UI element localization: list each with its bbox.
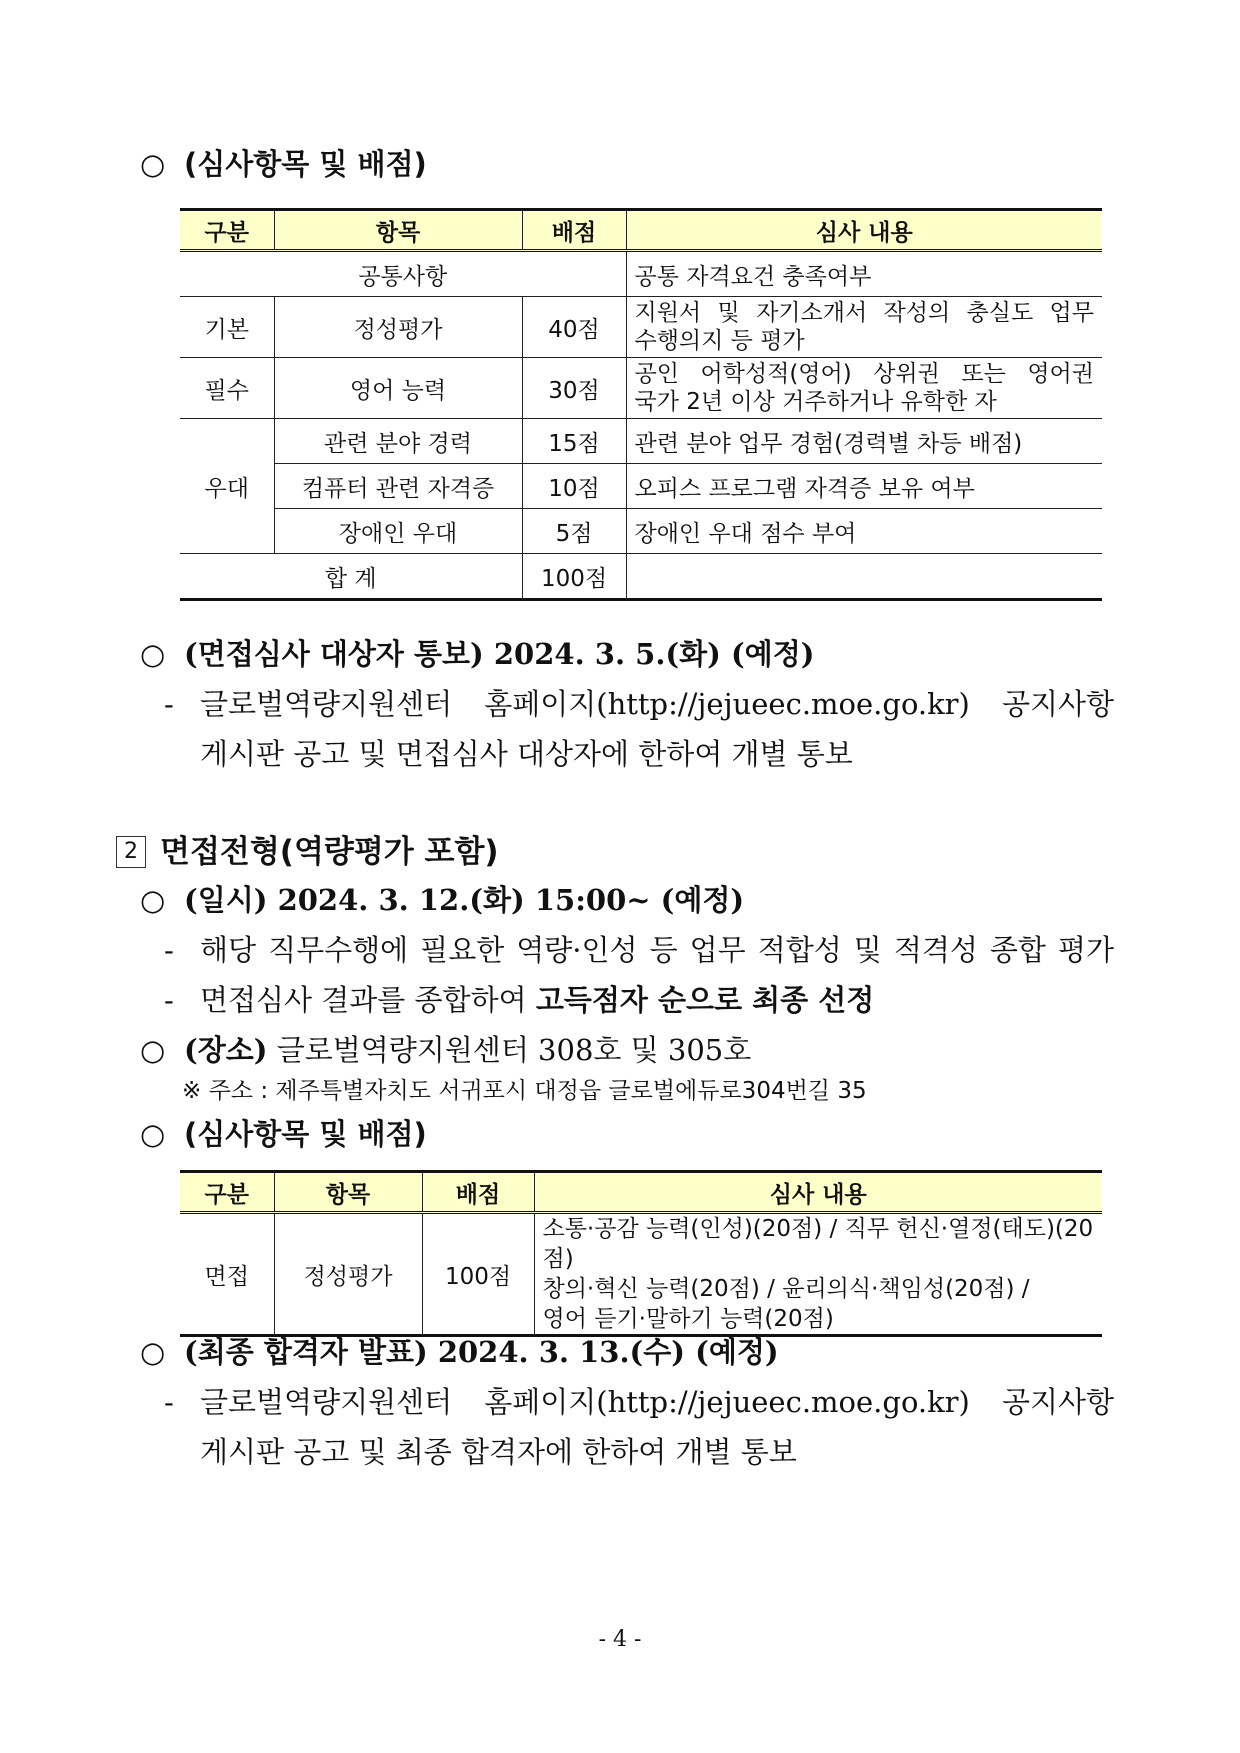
table-row <box>180 419 1102 464</box>
interview-content: 소통·공감 능력(인성)(20점) / 직무 헌신·열정(태도)(20점) 창의·혁신 능력(20점) / 윤리의식·책임성(20점) / 영어 듣기·말하기 능력(20점) <box>534 1213 1102 1336</box>
item-career: 관련 분야 경력 <box>274 419 522 464</box>
item-english: 영어 능력 <box>274 358 522 419</box>
pref-group-label: 우대 <box>180 419 274 554</box>
content-english: 공인 어학성적(영어) 상위권 또는 영어권 국가 2년 이상 거주하거나 유학한 자 <box>626 358 1102 419</box>
interview-date: ○ (일시) 2024. 3. 12.(화) 15:00~ (예정) <box>140 883 745 917</box>
notice-line-2: 게시판 공고 및 면접심사 대상자에 한하여 개별 통보 <box>200 737 853 771</box>
table-row <box>180 297 1102 358</box>
content-personality: 지원서 및 자기소개서 작성의 충실도 업무 수행의지 등 평가 <box>626 297 1102 358</box>
table-header-row <box>180 1172 1102 1213</box>
table-row <box>180 358 1102 419</box>
table-row <box>180 1213 1102 1336</box>
criteria-table-1 <box>180 208 1102 601</box>
score-disabled: 5점 <box>522 509 626 554</box>
table-row <box>180 509 1102 554</box>
item-disabled: 장애인 우대 <box>274 509 522 554</box>
table-row <box>180 554 1102 600</box>
header-category: 구분 <box>180 1172 274 1213</box>
bullet-circle: ○ <box>140 147 166 181</box>
header-content: 심사 내용 <box>534 1172 1102 1213</box>
table-header-row <box>180 210 1102 251</box>
table-row <box>180 464 1102 509</box>
header-item: 항목 <box>274 1172 422 1213</box>
total-content <box>626 554 1102 600</box>
criteria-table-2 <box>180 1170 1102 1337</box>
total-label: 합 계 <box>180 554 522 600</box>
header-score: 배점 <box>522 210 626 251</box>
section-number-box: 2 <box>116 836 146 868</box>
page-number: - 4 - <box>598 1627 642 1652</box>
interview-bullet-1: - 해당 직무수행에 필요한 역량·인성 등 업무 적합성 및 적격성 종합 평가 <box>164 933 1114 967</box>
final-line-2: 게시판 공고 및 최종 합격자에 한하여 개별 통보 <box>200 1435 797 1469</box>
content-career: 관련 분야 업무 경험(경력별 차등 배점) <box>626 419 1102 464</box>
final-heading: ○ (최종 합격자 발표) 2024. 3. 13.(수) (예정) <box>140 1335 779 1369</box>
common-label: 공통사항 <box>180 251 626 297</box>
score-computer: 10점 <box>522 464 626 509</box>
score-career: 15점 <box>522 419 626 464</box>
header-score: 배점 <box>422 1172 534 1213</box>
item-personality: 정성평가 <box>274 297 522 358</box>
notice-line-1: - 글로벌역량지원센터 홈페이지(http://jejueec.moe.go.kr) 공지사항 <box>164 687 1114 721</box>
basic-group-label-2: 필수 <box>180 358 274 419</box>
interview-bullet-2: - 면접심사 결과를 종합하여 고득점자 순으로 최종 선정 <box>164 983 875 1017</box>
notice-heading: ○ (면접심사 대상자 통보) 2024. 3. 5.(화) (예정) <box>140 637 815 671</box>
interview-place: ○ (장소) 글로벌역량지원센터 308호 및 305호 <box>140 1033 752 1067</box>
score-english: 30점 <box>522 358 626 419</box>
item-computer: 컴퓨터 관련 자격증 <box>274 464 522 509</box>
section-2-title: 2 면접전형(역량평가 포함) <box>116 832 499 872</box>
address-note: ※ 주소 : 제주특별자치도 서귀포시 대정읍 글로벌에듀로304번길 35 <box>182 1078 867 1104</box>
basic-group-label-1: 기본 <box>180 297 274 358</box>
score-personality: 40점 <box>522 297 626 358</box>
total-score: 100점 <box>522 554 626 600</box>
interview-group: 면접 <box>180 1213 274 1336</box>
final-line-1: - 글로벌역량지원센터 홈페이지(http://jejueec.moe.go.kr) 공지사항 <box>164 1385 1114 1419</box>
common-content: 공통 자격요건 충족여부 <box>626 251 1102 297</box>
criteria-heading-2: ○ (심사항목 및 배점) <box>140 1117 427 1151</box>
table-row <box>180 251 1102 297</box>
header-category: 구분 <box>180 210 274 251</box>
header-item: 항목 <box>274 210 522 251</box>
content-computer: 오피스 프로그램 자격증 보유 여부 <box>626 464 1102 509</box>
interview-item: 정성평가 <box>274 1213 422 1336</box>
criteria-heading-1: ○ (심사항목 및 배점) <box>140 147 427 181</box>
interview-score: 100점 <box>422 1213 534 1336</box>
header-content: 심사 내용 <box>626 210 1102 251</box>
content-disabled: 장애인 우대 점수 부여 <box>626 509 1102 554</box>
